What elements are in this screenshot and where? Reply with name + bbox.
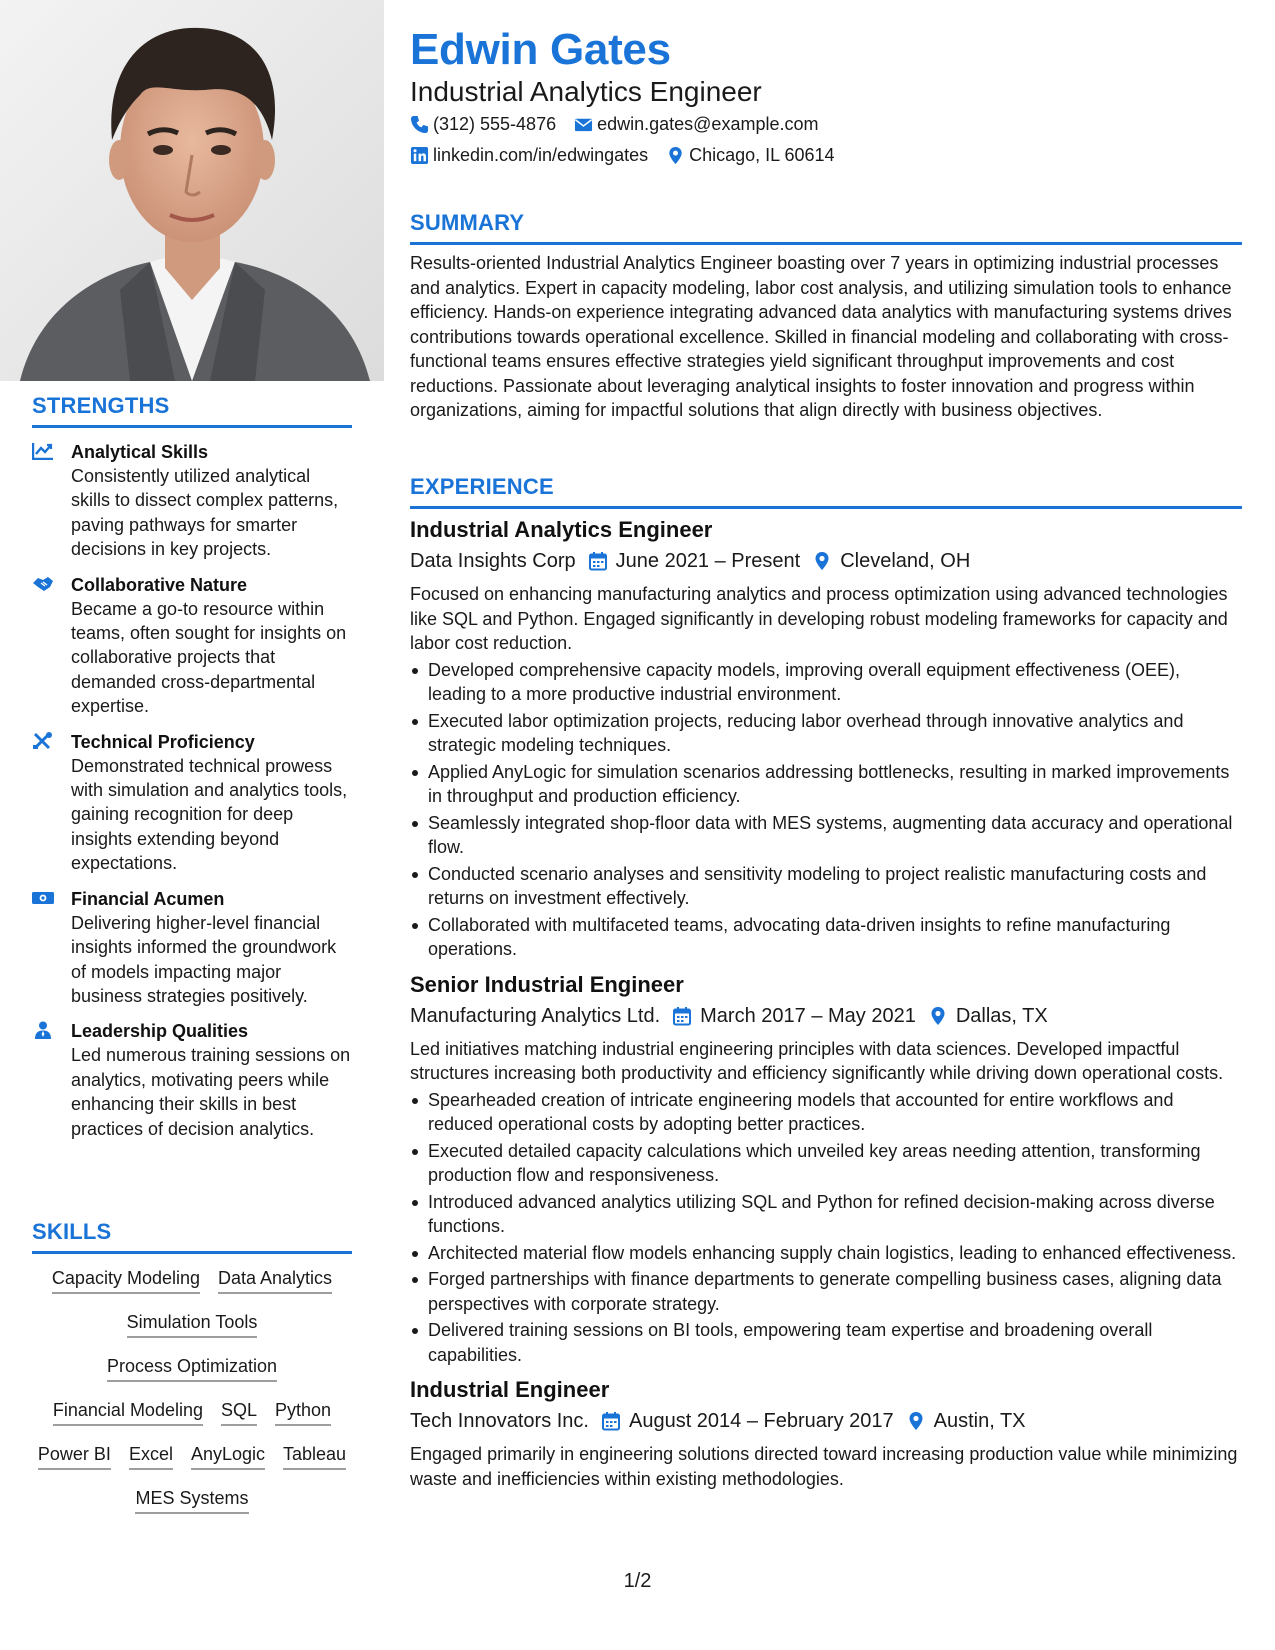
skill-tag: Financial Modeling — [53, 1398, 203, 1426]
skill-tag: Power BI — [38, 1442, 111, 1470]
user-tie-icon — [32, 1021, 54, 1039]
job-dates: March 2017 – May 2021 — [700, 1004, 916, 1027]
strength-description: Consistently utilized analytical skills to dissect complex patterns, paving pathways for smarter decisions in key projects. — [71, 466, 339, 560]
email-text: edwin.gates@example.com — [597, 114, 819, 134]
strength-item — [32, 887, 352, 1009]
section-divider — [32, 1251, 352, 1254]
linkedin-icon — [410, 146, 429, 165]
job-role: Senior Industrial Engineer — [410, 971, 684, 997]
strength-title: Technical Proficiency — [71, 731, 255, 752]
job-bullets — [410, 1088, 1242, 1368]
skills-list — [32, 1266, 352, 1514]
job-entry — [410, 970, 1242, 1368]
skills-heading: SKILLS — [32, 1219, 112, 1244]
bullet-item: Developed comprehensive capacity models, improving overall equipment effectiveness (OEE), leading to a more productive industrial environment. — [410, 658, 1242, 707]
summary-text: Results-oriented Industrial Analytics Engineer boasting over 7 years in optimizing industrial processes and analytics. Expert in capacity modeling, labor cost analysis, and utilizing simulation tools to enhance efficiency. Hands-on experience integrating advanced data analytics with manufacturing systems drives contributions towards operational excellence. Skilled in financial modeling and collaborating with cross-functional teams ensures effective strategies yield significant throughput improvements and cost reductions. Passionate about leveraging analytical insights to foster innovation and progress within organizations, aiming for impactful solutions that align directly with business objectives. — [410, 253, 1232, 420]
handshake-icon — [32, 575, 54, 593]
strength-title: Analytical Skills — [71, 442, 209, 462]
chart-line-icon — [32, 442, 54, 460]
section-divider — [32, 425, 352, 428]
location-contact — [666, 145, 834, 166]
summary-heading: SUMMARY — [410, 210, 525, 235]
skill-tag: AnyLogic — [191, 1442, 265, 1470]
map-pin-icon — [812, 551, 832, 571]
job-entry — [410, 515, 1242, 962]
skill-tag: Capacity Modeling — [52, 1266, 200, 1294]
job-location: Cleveland, OH — [840, 550, 971, 572]
bullet-item: Executed detailed capacity calculations which unveiled key areas needing attention, transforming production flow and responsiveness. — [410, 1139, 1242, 1188]
strength-item — [32, 440, 352, 562]
skills-section — [32, 1219, 352, 1514]
job-role: Industrial Analytics Engineer — [410, 517, 713, 542]
job-entry — [410, 1375, 1242, 1491]
page-number: 1/2 — [623, 1570, 652, 1592]
job-dates: August 2014 – February 2017 — [628, 1410, 894, 1432]
strength-description: Delivering higher-level financial insights informed the groundwork of models impacting major business strategies positively. — [71, 912, 337, 1006]
location-text: Chicago, IL 60614 — [689, 145, 835, 165]
job-meta — [410, 1001, 1242, 1031]
tools-icon — [32, 732, 54, 750]
skill-tag: Python — [275, 1398, 331, 1426]
bullet-item: Architected material flow models enhancing supply chain logistics, leading to enhanced effectiveness. — [410, 1241, 1242, 1266]
section-divider — [410, 242, 1242, 245]
map-pin-icon — [666, 146, 685, 165]
bullet-item: Executed labor optimization projects, reducing labor overhead through innovative analytics and strategic modeling techniques. — [410, 709, 1242, 758]
phone-contact[interactable] — [410, 114, 556, 135]
email-contact[interactable] — [574, 114, 818, 135]
job-description: Led initiatives matching industrial engineering principles with data sciences. Developed impactful structures increasing both productivity and efficiency significantly while driving down operational costs. — [410, 1038, 1224, 1083]
bullet-item: Applied AnyLogic for simulation scenarios addressing bottlenecks, resulting in marked improvements in throughput and production efficiency. — [410, 760, 1242, 809]
bullet-item: Collaborated with multifaceted teams, advocating data-driven insights to refine manufacturing operations. — [410, 913, 1242, 962]
strength-description: Became a go-to resource within teams, often sought for insights on collaborative projects that demanded cross-departmental expertise. — [71, 598, 347, 717]
phone-text: (312) 555-4876 — [433, 114, 557, 134]
job-role: Industrial Engineer — [410, 1377, 610, 1402]
money-bill-icon — [32, 889, 54, 907]
job-bullets — [410, 658, 1242, 962]
job-meta — [410, 546, 1242, 576]
map-pin-icon — [906, 1411, 926, 1431]
bullet-item: Introduced advanced analytics utilizing SQL and Python for refined decision-making across diverse functions. — [410, 1190, 1242, 1239]
profile-photo — [0, 0, 384, 381]
bullet-item: Delivered training sessions on BI tools, empowering team expertise and broadening overall capabilities. — [410, 1318, 1242, 1367]
experience-heading: EXPERIENCE — [410, 474, 554, 499]
job-description: Engaged primarily in engineering solutions directed toward increasing production value while minimizing waste and inefficiencies within existing methodologies. — [410, 1444, 1238, 1489]
candidate-name: Edwin Gates — [410, 25, 671, 74]
job-location: Austin, TX — [933, 1410, 1026, 1432]
strength-title: Financial Acumen — [71, 888, 225, 909]
linkedin-text: linkedin.com/in/edwingates — [433, 145, 649, 165]
strength-title: Collaborative Nature — [71, 574, 248, 595]
strength-item — [32, 1019, 352, 1141]
skill-tag: SQL — [221, 1398, 257, 1426]
calendar-icon — [601, 1411, 621, 1431]
strength-item — [32, 573, 352, 719]
skill-tag: Excel — [129, 1442, 173, 1470]
job-company: Tech Innovators Inc. — [410, 1410, 589, 1432]
job-location: Dallas, TX — [955, 1004, 1048, 1027]
skill-tag: Data Analytics — [218, 1266, 332, 1294]
contact-row — [410, 114, 836, 135]
portrait-image — [0, 0, 384, 381]
strengths-heading: STRENGTHS — [32, 393, 170, 418]
strength-item — [32, 730, 352, 876]
contact-row — [410, 145, 853, 166]
bullet-item: Conducted scenario analyses and sensitivity modeling to project realistic manufacturing costs and returns on investment effectively. — [410, 862, 1242, 911]
calendar-icon — [672, 1006, 692, 1026]
sidebar — [0, 0, 385, 1650]
candidate-title: Industrial Analytics Engineer — [410, 76, 762, 107]
skill-tag: MES Systems — [135, 1486, 248, 1514]
strength-title: Leadership Qualities — [71, 1021, 249, 1042]
skill-tag: Simulation Tools — [127, 1310, 258, 1338]
strength-description: Demonstrated technical prowess with simulation and analytics tools, gaining recognition for deep insights extending beyond expectations. — [71, 755, 348, 874]
phone-icon — [410, 115, 429, 134]
linkedin-contact[interactable] — [410, 145, 648, 166]
job-company: Data Insights Corp — [410, 550, 576, 572]
skill-tag: Process Optimization — [107, 1354, 277, 1382]
envelope-icon — [574, 115, 593, 134]
strengths-section — [32, 393, 352, 1141]
job-company: Manufacturing Analytics Ltd. — [410, 1004, 661, 1027]
strength-description: Led numerous training sessions on analytics, motivating peers while enhancing their skills in best practices of decision analytics. — [71, 1045, 351, 1139]
skill-tag: Tableau — [283, 1442, 346, 1470]
job-dates: June 2021 – Present — [615, 550, 801, 572]
job-description: Focused on enhancing manufacturing analytics and process optimization using advanced technologies like SQL and Python. Engaged significantly in developing robust modeling frameworks for capacity and labor cost reduction. — [410, 584, 1228, 653]
bullet-item: Forged partnerships with finance departments to generate compelling business cases, aligning data perspectives with corporate strategy. — [410, 1267, 1242, 1316]
map-pin-icon — [928, 1006, 948, 1026]
summary-section — [410, 210, 1242, 423]
bullet-item: Seamlessly integrated shop-floor data with MES systems, augmenting data accuracy and operational flow. — [410, 811, 1242, 860]
bullet-item: Spearheaded creation of intricate engineering models that accounted for entire workflows and reduced operational costs by adopting better practices. — [410, 1088, 1242, 1137]
experience-section — [410, 474, 1242, 1491]
job-meta — [410, 1406, 1242, 1436]
section-divider — [410, 506, 1242, 509]
calendar-icon — [588, 551, 608, 571]
